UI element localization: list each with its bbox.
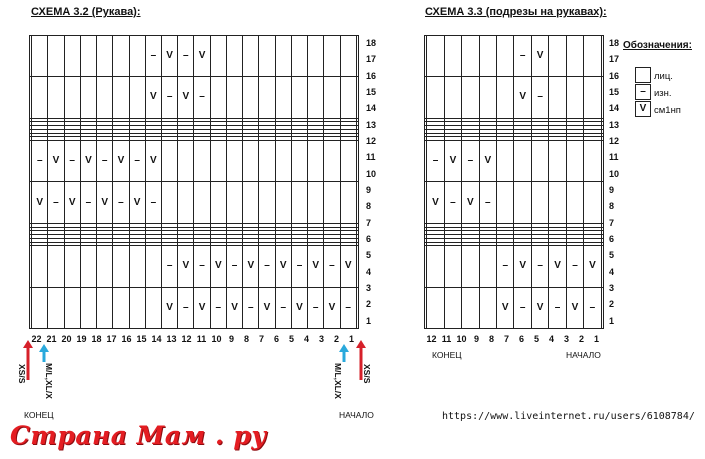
decrease-stitch-cell: V <box>178 246 194 287</box>
purl-stitch-cell: – <box>531 246 548 287</box>
decrease-stitch-cell: V <box>531 36 548 77</box>
legend-decrease-text: см1нп <box>654 105 681 116</box>
legend-decrease-symbol: V <box>635 101 651 117</box>
purl-stitch-cell: – <box>566 246 583 287</box>
decrease-stitch-cell: V <box>194 287 210 328</box>
purl-stitch-cell: – <box>324 246 340 287</box>
column-number: 20 <box>61 334 72 344</box>
row-number: 7 <box>366 217 372 228</box>
row-number: 2 <box>366 299 372 310</box>
column-number: 14 <box>151 334 162 344</box>
decrease-stitch-cell: V <box>145 77 161 118</box>
end-label-undercuts: КОНЕЦ <box>432 350 462 360</box>
row-number: 1 <box>609 315 615 326</box>
row-number: 4 <box>609 266 615 277</box>
decrease-stitch-cell: V <box>113 141 129 182</box>
column-number: 19 <box>76 334 87 344</box>
decrease-stitch-cell: V <box>514 246 531 287</box>
purl-stitch-cell: – <box>226 246 242 287</box>
decrease-stitch-cell: V <box>210 246 226 287</box>
purl-stitch-cell: – <box>48 182 64 223</box>
row-number: 11 <box>366 152 376 163</box>
row-number: 16 <box>366 70 377 81</box>
column-number: 6 <box>273 334 279 344</box>
column-number: 22 <box>31 334 42 344</box>
row-number: 3 <box>366 282 372 293</box>
decrease-stitch-cell: V <box>226 287 242 328</box>
purl-stitch-cell: – <box>514 36 531 77</box>
row-number: 5 <box>609 250 615 261</box>
purl-stitch-cell: – <box>64 141 80 182</box>
arrow-up-blue-left <box>39 344 49 362</box>
decrease-stitch-cell: V <box>129 182 145 223</box>
decrease-stitch-cell: V <box>497 287 514 328</box>
decrease-stitch-cell: V <box>514 77 531 118</box>
row-number: 9 <box>609 184 615 195</box>
purl-stitch-cell: – <box>444 182 461 223</box>
row-number: 12 <box>609 135 620 146</box>
arrow-up-blue-right <box>339 344 349 362</box>
legend-knit-text: лиц. <box>654 71 673 82</box>
legend-knit-symbol <box>635 67 651 83</box>
column-number: 11 <box>441 334 452 344</box>
row-number: 1 <box>366 315 372 326</box>
row-number: 6 <box>609 233 615 244</box>
column-number: 1 <box>593 334 599 344</box>
row-number: 6 <box>366 233 372 244</box>
purl-stitch-cell: – <box>97 141 113 182</box>
row-number: 8 <box>366 201 372 212</box>
row-number: 17 <box>609 54 620 65</box>
purl-stitch-cell: – <box>178 287 194 328</box>
decrease-stitch-cell: V <box>259 287 275 328</box>
row-number: 16 <box>609 70 620 81</box>
site-logo: Страна Мам . ру <box>10 421 267 450</box>
purl-stitch-cell: – <box>549 287 566 328</box>
column-number: 4 <box>303 334 309 344</box>
row-number: 5 <box>366 250 372 261</box>
column-number: 3 <box>318 334 324 344</box>
legend-purl-symbol: – <box>635 84 651 100</box>
column-number: 2 <box>333 334 339 344</box>
purl-stitch-cell: – <box>291 246 307 287</box>
purl-stitch-cell: – <box>129 141 145 182</box>
decrease-stitch-cell: V <box>462 182 479 223</box>
purl-stitch-cell: – <box>259 246 275 287</box>
decrease-stitch-cell: V <box>479 141 496 182</box>
column-number: 13 <box>166 334 177 344</box>
scheme-3-3-title: СХЕМА 3.3 (подрезы на рукавах): <box>425 6 607 18</box>
column-number: 16 <box>121 334 132 344</box>
decrease-stitch-cell: V <box>64 182 80 223</box>
row-number: 15 <box>366 86 377 97</box>
size-label-ml-xl-right: M/L,XL/X <box>333 363 343 399</box>
start-label-sleeve: НАЧАЛО <box>339 410 374 420</box>
row-number: 3 <box>609 282 615 293</box>
purl-stitch-cell: – <box>462 141 479 182</box>
column-number: 1 <box>348 334 354 344</box>
row-number: 4 <box>366 266 372 277</box>
decrease-stitch-cell: V <box>194 36 210 77</box>
column-number: 9 <box>228 334 234 344</box>
row-number: 18 <box>366 38 377 48</box>
scheme-3-2-title: СХЕМА 3.2 (Рукава): <box>31 6 141 18</box>
column-number: 18 <box>91 334 102 344</box>
purl-stitch-cell: – <box>427 141 444 182</box>
decrease-stitch-cell: V <box>97 182 113 223</box>
decrease-stitch-cell: V <box>549 246 566 287</box>
row-number: 15 <box>609 86 620 97</box>
purl-stitch-cell: – <box>308 287 324 328</box>
decrease-stitch-cell: V <box>32 182 48 223</box>
row-number: 13 <box>366 119 377 130</box>
row-number: 10 <box>609 168 620 179</box>
purl-stitch-cell: – <box>178 36 194 77</box>
column-number: 8 <box>243 334 249 344</box>
column-number: 6 <box>518 334 524 344</box>
purl-stitch-cell: – <box>275 287 291 328</box>
row-number: 12 <box>366 135 377 146</box>
purl-stitch-cell: – <box>584 287 601 328</box>
purl-stitch-cell: – <box>340 287 356 328</box>
purl-stitch-cell: – <box>32 141 48 182</box>
legend-title: Обозначения: <box>623 40 692 51</box>
purl-stitch-cell: – <box>479 182 496 223</box>
decrease-stitch-cell: V <box>275 246 291 287</box>
column-number: 7 <box>503 334 509 344</box>
end-label-sleeve: КОНЕЦ <box>24 410 54 420</box>
row-number: 7 <box>609 217 615 228</box>
purl-stitch-cell: – <box>113 182 129 223</box>
purl-stitch-cell: – <box>80 182 96 223</box>
decrease-stitch-cell: V <box>145 141 161 182</box>
purl-stitch-cell: – <box>145 182 161 223</box>
row-number: 13 <box>609 119 620 130</box>
column-number: 5 <box>288 334 294 344</box>
column-number: 10 <box>211 334 222 344</box>
purl-stitch-cell: – <box>514 287 531 328</box>
purl-stitch-cell: – <box>161 246 177 287</box>
purl-stitch-cell: – <box>497 246 514 287</box>
decrease-stitch-cell: V <box>161 36 177 77</box>
column-number: 9 <box>473 334 479 344</box>
decrease-stitch-cell: V <box>444 141 461 182</box>
legend-purl-text: изн. <box>654 88 672 99</box>
decrease-stitch-cell: V <box>324 287 340 328</box>
column-number: 17 <box>106 334 117 344</box>
decrease-stitch-cell: V <box>161 287 177 328</box>
decrease-stitch-cell: V <box>308 246 324 287</box>
row-number: 18 <box>609 38 620 48</box>
column-number: 7 <box>258 334 264 344</box>
decrease-stitch-cell: V <box>566 287 583 328</box>
decrease-stitch-cell: V <box>48 141 64 182</box>
column-number: 21 <box>46 334 57 344</box>
decrease-stitch-cell: V <box>340 246 356 287</box>
column-number: 10 <box>456 334 467 344</box>
start-label-undercuts: НАЧАЛО <box>566 350 601 360</box>
column-number: 5 <box>533 334 539 344</box>
row-number: 9 <box>366 184 372 195</box>
column-number: 11 <box>196 334 207 344</box>
column-number: 8 <box>488 334 494 344</box>
purl-stitch-cell: – <box>194 246 210 287</box>
row-number: 14 <box>609 103 620 114</box>
source-url: https://www.liveinternet.ru/users/6108784/ <box>442 411 695 422</box>
decrease-stitch-cell: V <box>427 182 444 223</box>
row-number: 11 <box>609 152 619 163</box>
decrease-stitch-cell: V <box>178 77 194 118</box>
column-number: 12 <box>181 334 192 344</box>
purl-stitch-cell: – <box>531 77 548 118</box>
decrease-stitch-cell: V <box>531 287 548 328</box>
decrease-stitch-cell: V <box>584 246 601 287</box>
row-number: 8 <box>609 201 615 212</box>
column-number: 3 <box>563 334 569 344</box>
purl-stitch-cell: – <box>194 77 210 118</box>
decrease-stitch-cell: V <box>243 246 259 287</box>
row-number: 14 <box>366 103 377 114</box>
purl-stitch-cell: – <box>243 287 259 328</box>
size-label-xs-s-right: XS/S <box>362 364 372 384</box>
row-number: 2 <box>609 299 615 310</box>
column-number: 4 <box>548 334 554 344</box>
size-label-xs-s-left: XS/S <box>17 364 27 384</box>
column-number: 12 <box>426 334 437 344</box>
decrease-stitch-cell: V <box>291 287 307 328</box>
decrease-stitch-cell: V <box>80 141 96 182</box>
size-label-ml-xl-left: M/L,XL/X <box>44 363 54 399</box>
row-number: 17 <box>366 54 377 65</box>
column-number: 15 <box>136 334 147 344</box>
purl-stitch-cell: – <box>145 36 161 77</box>
purl-stitch-cell: – <box>210 287 226 328</box>
row-number: 10 <box>366 168 377 179</box>
column-number: 2 <box>578 334 584 344</box>
purl-stitch-cell: – <box>161 77 177 118</box>
